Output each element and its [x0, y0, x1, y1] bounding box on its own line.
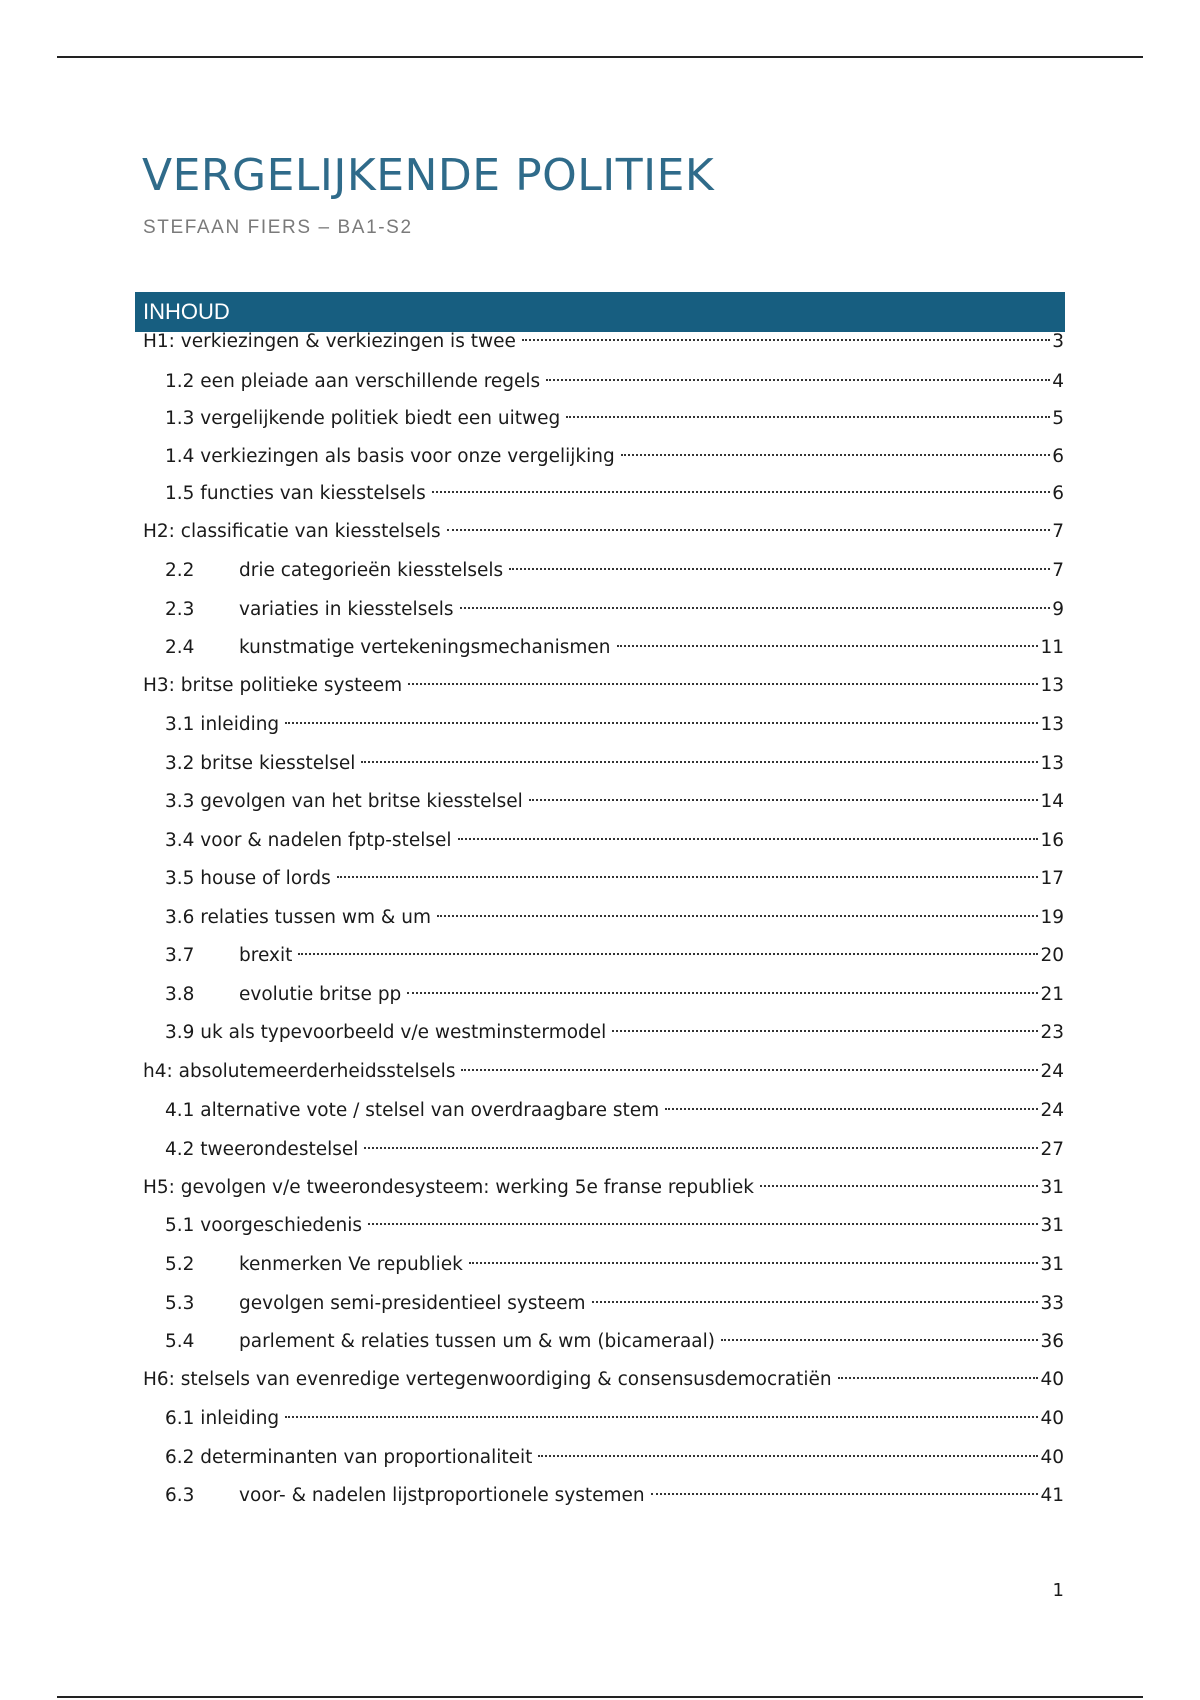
- toc-entry-page: 41: [1040, 1485, 1064, 1506]
- toc-entry-page: 23: [1040, 1022, 1064, 1043]
- toc-entry-page: 7: [1052, 560, 1064, 581]
- toc-entry-number: 2.3: [165, 599, 195, 620]
- dot-leader: [546, 379, 1050, 381]
- toc-entry-title: H3: britse politieke systeem: [143, 675, 403, 696]
- footer-rule: [57, 1696, 1143, 1698]
- toc-entry[interactable]: [165, 1443, 1064, 1473]
- toc-entry-page: 40: [1040, 1408, 1064, 1429]
- toc-entry-title: 3.9 uk als typevoorbeeld v/e westminstermodel: [165, 1022, 607, 1043]
- toc-entry[interactable]: [143, 1173, 1064, 1203]
- toc-entry-title: 1.5 functies van kiesstelsels: [165, 483, 426, 504]
- toc-entry-title: 3.6 relaties tussen wm & um: [165, 907, 431, 928]
- toc-entry-page: 31: [1040, 1177, 1064, 1198]
- dot-leader: [461, 1069, 1038, 1071]
- toc-entry-page: 31: [1040, 1254, 1064, 1275]
- toc-entry[interactable]: [165, 749, 1064, 779]
- toc-entry[interactable]: [165, 1096, 1064, 1126]
- toc-entry-title: 3.3 gevolgen van het britse kiesstelsel: [165, 791, 523, 812]
- toc-entry-title: kenmerken Ve republiek: [239, 1254, 463, 1275]
- toc-entry-title: brexit: [239, 945, 293, 966]
- toc-entry-title: parlement & relaties tussen um & wm (bicameraal): [239, 1331, 715, 1352]
- toc-entry[interactable]: [165, 787, 1064, 817]
- dot-leader: [566, 416, 1050, 418]
- toc-entry-title: kunstmatige vertekeningsmechanismen: [239, 637, 611, 658]
- document-title: VERGELIJKENDE POLITIEK: [142, 150, 715, 201]
- dot-leader: [368, 1223, 1038, 1225]
- toc-entry-title: 3.4 voor & nadelen fptp-stelsel: [165, 830, 452, 851]
- toc-entry-title: h4: absolutemeerderheidsstelsels: [143, 1061, 456, 1082]
- dot-leader: [285, 722, 1038, 724]
- dot-leader: [838, 1377, 1039, 1379]
- toc-entry-title: 5.1 voorgeschiedenis: [165, 1215, 362, 1236]
- dot-leader: [469, 1262, 1039, 1264]
- dot-leader: [408, 683, 1038, 685]
- toc-entry[interactable]: [165, 1135, 1064, 1165]
- dot-leader: [612, 1030, 1038, 1032]
- toc-entry[interactable]: [165, 633, 1064, 663]
- toc-entry-title: H6: stelsels van evenredige vertegenwoordiging & consensusdemocratiën: [143, 1369, 832, 1390]
- dot-leader: [721, 1339, 1038, 1341]
- toc-entry-number: 5.3: [165, 1293, 195, 1314]
- toc-entry-page: 9: [1052, 599, 1064, 620]
- toc-entry[interactable]: [143, 327, 1064, 357]
- toc-entry-page: 11: [1040, 637, 1064, 658]
- toc-entry[interactable]: [165, 864, 1064, 894]
- dot-leader: [460, 607, 1051, 609]
- toc-entry-page: 17: [1040, 868, 1064, 889]
- toc-entry[interactable]: [165, 941, 1064, 971]
- toc-entry-page: 5: [1052, 408, 1064, 429]
- toc-entry-title: 4.2 tweerondestelsel: [165, 1139, 359, 1160]
- toc-entry-title: 1.2 een pleiade aan verschillende regels: [165, 371, 541, 392]
- toc-entry-page: 20: [1040, 945, 1064, 966]
- dot-leader: [509, 568, 1050, 570]
- toc-entry-number: 3.7: [165, 945, 195, 966]
- toc-entry[interactable]: [165, 442, 1064, 472]
- toc-entry-title: H5: gevolgen v/e tweerondesysteem: werking 5e franse republiek: [143, 1177, 754, 1198]
- dot-leader: [337, 876, 1039, 878]
- toc-entry[interactable]: [165, 1018, 1064, 1048]
- dot-leader: [665, 1108, 1038, 1110]
- toc-entry[interactable]: [143, 1057, 1064, 1087]
- dot-leader: [447, 529, 1051, 531]
- dot-leader: [651, 1493, 1039, 1495]
- toc-entry-page: 21: [1040, 984, 1064, 1005]
- toc-entry-page: 40: [1040, 1369, 1064, 1390]
- toc-entry[interactable]: [165, 1211, 1064, 1241]
- toc-entry-title: 1.4 verkiezingen als basis voor onze vergelijking: [165, 446, 615, 467]
- toc-entry-page: 7: [1052, 521, 1064, 542]
- toc-entry[interactable]: [165, 980, 1064, 1010]
- toc-entry[interactable]: [165, 556, 1064, 586]
- toc-entry-page: 24: [1040, 1061, 1064, 1082]
- toc-entry-title: voor- & nadelen lijstproportionele systemen: [239, 1485, 645, 1506]
- toc-entry-page: 31: [1040, 1215, 1064, 1236]
- toc-entry[interactable]: [143, 517, 1064, 547]
- toc-entry[interactable]: [143, 671, 1064, 701]
- toc-entry-number: 6.3: [165, 1485, 195, 1506]
- toc-entry[interactable]: [165, 1250, 1064, 1280]
- dot-leader: [364, 1147, 1038, 1149]
- dot-leader: [522, 339, 1050, 341]
- toc-entry-title: evolutie britse pp: [239, 984, 402, 1005]
- dot-leader: [407, 992, 1038, 994]
- toc-entry[interactable]: [165, 404, 1064, 434]
- toc-entry-title: variaties in kiesstelsels: [239, 599, 454, 620]
- dot-leader: [298, 953, 1038, 955]
- toc-entry-page: 14: [1040, 791, 1064, 812]
- dot-leader: [617, 645, 1039, 647]
- toc-entry-page: 6: [1052, 483, 1064, 504]
- toc-entry-page: 27: [1040, 1139, 1064, 1160]
- toc-entry-title: 3.1 inleiding: [165, 714, 280, 735]
- toc-entry-number: 3.8: [165, 984, 195, 1005]
- toc-entry-title: 6.2 determinanten van proportionaliteit: [165, 1447, 533, 1468]
- toc-entry-title: gevolgen semi-presidentieel systeem: [239, 1293, 586, 1314]
- toc-entry-page: 13: [1040, 753, 1064, 774]
- toc-entry-page: 3: [1052, 331, 1064, 352]
- toc-entry-title: 3.2 britse kiesstelsel: [165, 753, 356, 774]
- toc-entry-number: 5.4: [165, 1331, 195, 1352]
- toc-entry-title: H1: verkiezingen & verkiezingen is twee: [143, 331, 516, 352]
- dot-leader: [529, 799, 1039, 801]
- toc-entry-number: 2.4: [165, 637, 195, 658]
- toc-entry-title: drie categorieën kiesstelsels: [239, 560, 504, 581]
- toc-entry-page: 33: [1040, 1293, 1064, 1314]
- toc-heading: INHOUD: [135, 292, 1065, 332]
- toc-entry-page: 13: [1040, 675, 1064, 696]
- dot-leader: [361, 761, 1038, 763]
- toc-entry[interactable]: [165, 1289, 1064, 1319]
- page-number: 1: [1052, 1580, 1064, 1601]
- toc-entry-title: 6.1 inleiding: [165, 1408, 280, 1429]
- toc-entry-page: 36: [1040, 1331, 1064, 1352]
- toc-entry[interactable]: [165, 1327, 1064, 1357]
- toc-entry-title: 1.3 vergelijkende politiek biedt een uitweg: [165, 408, 561, 429]
- toc-entry-number: 5.2: [165, 1254, 195, 1275]
- dot-leader: [432, 491, 1051, 493]
- toc-entry-title: 3.5 house of lords: [165, 868, 331, 889]
- toc-entry[interactable]: [143, 1365, 1064, 1395]
- toc-entry[interactable]: [165, 826, 1064, 856]
- toc-entry[interactable]: [165, 1481, 1064, 1511]
- toc-entry-page: 4: [1052, 371, 1064, 392]
- dot-leader: [437, 915, 1038, 917]
- toc-entry-page: 16: [1040, 830, 1064, 851]
- toc-entry-title: H2: classificatie van kiesstelsels: [143, 521, 441, 542]
- toc-entry-page: 40: [1040, 1447, 1064, 1468]
- dot-leader: [621, 454, 1051, 456]
- dot-leader: [285, 1416, 1038, 1418]
- toc-entry[interactable]: [165, 1404, 1064, 1434]
- toc-entry-page: 24: [1040, 1100, 1064, 1121]
- dot-leader: [592, 1301, 1039, 1303]
- toc-entry[interactable]: [165, 367, 1064, 397]
- toc-entry[interactable]: [165, 479, 1064, 509]
- toc-entry-page: 19: [1040, 907, 1064, 928]
- dot-leader: [760, 1185, 1038, 1187]
- dot-leader: [538, 1455, 1038, 1457]
- toc-entry[interactable]: [165, 903, 1064, 933]
- toc-entry[interactable]: [165, 710, 1064, 740]
- toc-entry-page: 6: [1052, 446, 1064, 467]
- toc-entry-page: 13: [1040, 714, 1064, 735]
- toc-entry-title: 4.1 alternative vote / stelsel van overdraagbare stem: [165, 1100, 660, 1121]
- dot-leader: [458, 838, 1039, 840]
- toc-entry[interactable]: [165, 595, 1064, 625]
- toc-entry-number: 2.2: [165, 560, 195, 581]
- header-rule: [57, 56, 1143, 58]
- document-subtitle: STEFAAN FIERS – BA1-S2: [143, 217, 413, 238]
